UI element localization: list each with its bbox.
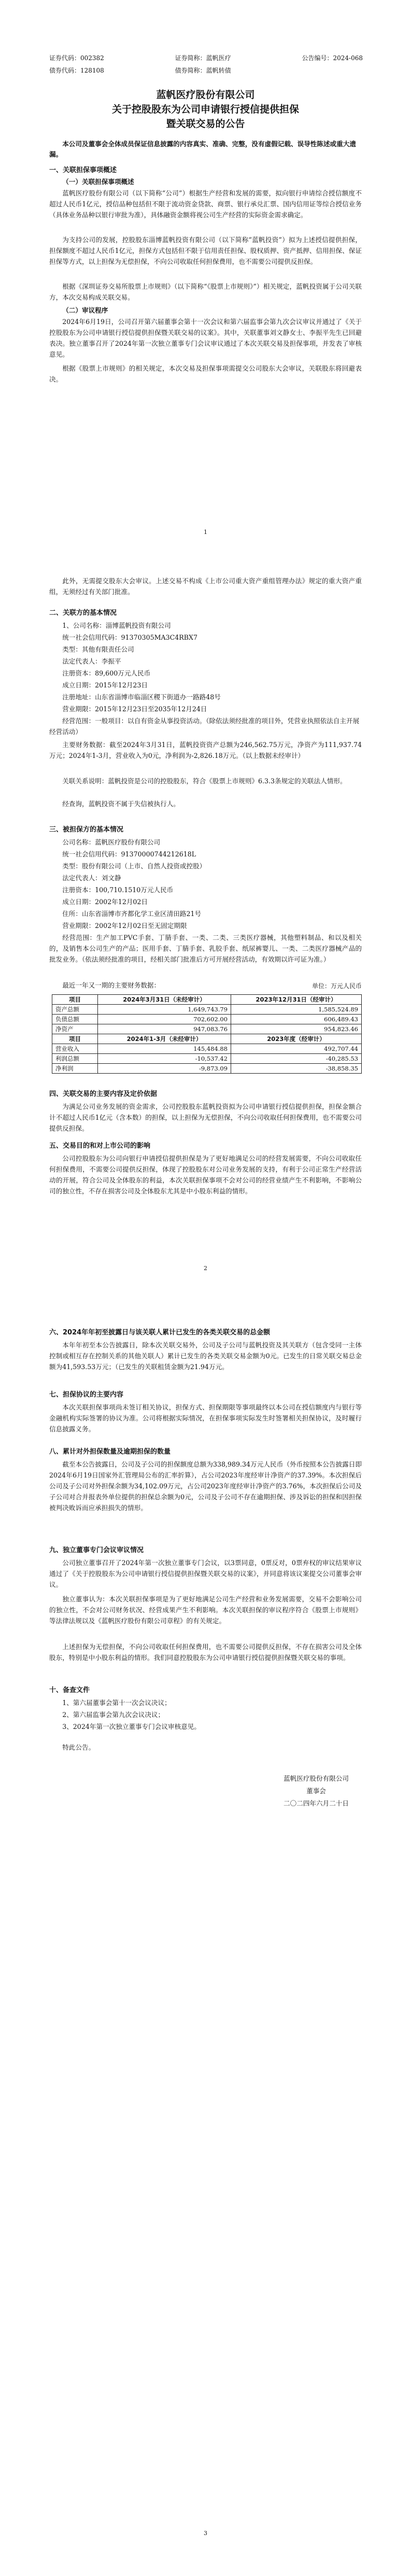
table-cell-label: 资产总额 bbox=[52, 1005, 98, 1015]
table-cell-value: -9,873.09 bbox=[97, 1064, 231, 1074]
table-header-row bbox=[52, 995, 362, 1005]
table-cell-value: -10,537.42 bbox=[97, 1054, 231, 1064]
table-row bbox=[52, 1015, 362, 1024]
related-party-financials: 主要财务数据：截至2024年3月31日，蓝帆投资资产总额为246,562.75万元，净资产为111,937.74万元；2024年1-3月，营业收入为0元，净利润为-2,826.18万元。（以上数据未经审计） bbox=[49, 741, 362, 759]
guaranteed-party-scope: 经营范围：生产加工PVC手套、丁腈手套、一类、二类、三类医疗器械，其他塑料制品、和以及相关的，及销售本公司生产的产品；医用手套、丁腈手套、乳胶手套、纸尿裤婴儿、一类、二类医疗器械产品的批发业务。（依法须经批准的项目，经相关部门批准后方可开展经营活动，有效期以许可证为准。） bbox=[49, 934, 362, 963]
page-number-3: 3 bbox=[204, 2530, 207, 2537]
guaranteed-party-legal-rep: 法定代表人：刘文静 bbox=[62, 874, 121, 882]
section-4-heading: 四、关联交易的主要内容及定价依据 bbox=[49, 1090, 158, 1098]
section-1-paragraph-1: 蓝帆医疗股份有限公司（以下简称“公司”）根据生产经营和发展的需要，拟向银行申请综合授信额度不超过人民币1亿元，授信品种包括但不限于流动资金贷款、商票、银行承兑汇票、国内信用证等综合授信业务（具体业务品种以银行审批为准），具体融资金额将视公司生产经营的实际资金需求确定。 bbox=[49, 189, 362, 219]
section-9-paragraph-1: 公司独立董事召开了2024年第一次独立董事专门会议，以3票同意，0票反对，0票弃权的审议结果审议通过了《关于控股股东为公司申请银行授信提供担保暨关联交易的议案》，并同意将该议案提交公司董事会审议。 bbox=[49, 1559, 362, 1588]
closing-statement: 特此公告。 bbox=[62, 1743, 95, 1751]
table-cell-value: 947,083.76 bbox=[97, 1024, 231, 1034]
related-party-term: 营业期限：2015年12月23日至2035年12月24日 bbox=[62, 705, 207, 713]
bond-name: 债券简称：蓝帆转债 bbox=[175, 67, 231, 74]
table-row bbox=[52, 1064, 362, 1074]
related-party-name: 1、公司名称：淄博蓝帆投资有限公司 bbox=[62, 622, 171, 629]
financial-data-table bbox=[52, 994, 362, 1074]
table-cell-value: 1,585,524.89 bbox=[231, 1005, 362, 1015]
section-7-heading: 七、担保协议的主要内容 bbox=[49, 1391, 124, 1399]
announcement-title-line2: 暨关联交易的公告 bbox=[166, 118, 245, 130]
table-cell-value: -40,285.53 bbox=[231, 1054, 362, 1064]
stock-code: 证券代码：002382 bbox=[49, 54, 104, 62]
announcement-number: 公告编号：2024-068 bbox=[302, 54, 363, 62]
signature-date: 二〇二四年六月二十日 bbox=[284, 1799, 349, 1807]
table-row bbox=[52, 1044, 362, 1054]
related-party-credit-check: 经查询，蓝帆投资不属于失信被执行人。 bbox=[62, 800, 180, 808]
table-cell-value: 1,649,743.79 bbox=[97, 1005, 231, 1015]
related-party-type: 类型：其他有限责任公司 bbox=[62, 645, 134, 653]
table-header-cell: 2023年12月31日（经审计） bbox=[231, 995, 362, 1005]
table-cell-label: 净利润 bbox=[52, 1064, 98, 1074]
section-1-paragraph-5b: 此外，无需提交股东大会审议。上述交易不构成《上市公司重大资产重组管理办法》规定的重大资产重组，无须经过有关部门批准。 bbox=[49, 577, 362, 596]
section-1-paragraph-2: 为支持公司的发展，控股股东淄博蓝帆投资有限公司（以下简称“蓝帆投资”）拟为上述授信提供担保，担保额度不超过人民币1亿元，担保方式包括但不限于信用责任担保、股权质押、资产抵押、信用担保、保证担保等方式，以上担保为无偿担保，不向公司收取任何担保费用，也不需要公司提供反担保。 bbox=[49, 236, 362, 265]
table-row bbox=[52, 1024, 362, 1034]
guaranteed-party-address: 住所：山东省淄博市齐都化学工业区清田路21号 bbox=[62, 910, 202, 918]
table-cell-value: 606,489.43 bbox=[231, 1015, 362, 1024]
related-party-address: 注册地址：山东省淄博市临淄区稷下街道办一路路48号 bbox=[62, 693, 221, 701]
financial-table-intro: 最近一年又一期的主要财务数据： bbox=[62, 981, 161, 989]
section-1-paragraph-3: 根据《深圳证券交易所股票上市规则》（以下简称“《股票上市规则》”）相关规定，蓝帆投资属于公司关联方，本次交易构成关联交易。 bbox=[49, 283, 362, 301]
table-cell-label: 净资产 bbox=[52, 1024, 98, 1034]
related-party-scope: 经营范围：一般项目：以自有资金从事投资活动。（除依法须经批准的项目外，凭营业执照依法自主开展经营活动） bbox=[49, 717, 360, 736]
section-8-heading: 八、累计对外担保数量及逾期担保的数量 bbox=[49, 1448, 171, 1456]
guaranteed-party-type: 类型：股份有限公司（上市、自然人投资或控股） bbox=[62, 862, 206, 870]
table-cell-label: 负债总额 bbox=[52, 1015, 98, 1024]
table-cell-value: 702,602.00 bbox=[97, 1015, 231, 1024]
reference-document-2: 2、第六届监事会第九次会议决议； bbox=[62, 1711, 165, 1719]
header-row-2 bbox=[49, 66, 363, 78]
table-header-cell: 项目 bbox=[52, 995, 98, 1005]
section-9-heading: 九、独立董事专门会议审议情况 bbox=[49, 1546, 144, 1554]
table-header-cell: 项目 bbox=[52, 1034, 98, 1044]
section-1-heading: 一、关联担保事项概述 bbox=[49, 166, 117, 174]
related-party-relation: 关联关系说明：蓝帆投资是公司的控股股东，符合《股票上市规则》6.3.3条规定的关联法人情形。 bbox=[62, 777, 347, 785]
header-row-1 bbox=[49, 53, 363, 66]
announcement-title-line1: 关于控股股东为公司申请银行授信提供担保 bbox=[111, 104, 299, 115]
related-party-founded: 成立日期：2015年12月23日 bbox=[62, 681, 148, 689]
table-header-cell: 2024年1-3月（未经审计） bbox=[97, 1034, 231, 1044]
section-1-sub-2: （二）审议程序 bbox=[62, 306, 108, 314]
stock-name: 证券简称：蓝帆医疗 bbox=[175, 54, 231, 62]
table-header-cell: 2023年度（经审计） bbox=[231, 1034, 362, 1044]
reference-document-3: 3、2024年第一次独立董事专门会议审核意见。 bbox=[62, 1723, 201, 1730]
guaranteed-party-founded: 成立日期：2002年12月02日 bbox=[62, 898, 148, 906]
table-header-row bbox=[52, 1034, 362, 1044]
section-5-heading: 五、交易目的和对上市公司的影响 bbox=[49, 1142, 151, 1150]
table-cell-label: 利润总额 bbox=[52, 1054, 98, 1064]
table-cell-value: 145,484.88 bbox=[97, 1044, 231, 1054]
section-10-heading: 十、备查文件 bbox=[49, 1686, 90, 1694]
section-1-paragraph-5: 根据《股票上市规则》的相关规定，本次交易及担保事项需提交公司股东大会审议，关联股东将回避表决。 bbox=[49, 364, 362, 383]
guaranteed-party-credit-code: 统一社会信用代码：91370000744212618L bbox=[62, 850, 196, 858]
section-6-heading: 六、2024年年初至披露日与该关联人累计已发生的各类关联交易的总金额 bbox=[49, 1329, 271, 1336]
section-4-paragraph: 为满足公司业务发展的资金需求，公司控股股东蓝帆投资拟为公司申请银行授信提供担保，担保金额合计不超过人民币1亿元（含本数）的担保，以上担保为无偿担保，不向公司收取任何担保费用，也不需要公司提供反担保。 bbox=[49, 1103, 362, 1132]
bond-code: 债券代码：128108 bbox=[49, 67, 104, 74]
related-party-capital: 注册资本：89,600万元人民币 bbox=[62, 669, 151, 677]
related-party-credit-code: 统一社会信用代码：91370305MA3C4RBX7 bbox=[62, 634, 197, 641]
section-6-paragraph: 本年年初至本公告披露日，除本次关联交易外，公司及子公司与蓝帆投资及其关联方（包含受同一主体控制或相互存在控制关系的其他关联人）累计已发生的各类关联交易金额为0元。已发生的日常关联交易总金额为41,593.53万元；（已发生的关联租赁金额为21.94万元。 bbox=[49, 1341, 362, 1371]
page-number-1: 1 bbox=[204, 529, 207, 536]
section-2-heading: 二、关联方的基本情况 bbox=[49, 609, 117, 617]
table-cell-value: 492,707.44 bbox=[231, 1044, 362, 1054]
guaranteed-party-name: 公司名称：蓝帆医疗股份有限公司 bbox=[62, 838, 161, 846]
guaranteed-party-capital: 注册资本：100,710.1510万元人民币 bbox=[62, 886, 174, 894]
company-title: 蓝帆医疗股份有限公司 bbox=[156, 89, 255, 101]
section-1-sub-1: （一）关联担保事项概述 bbox=[62, 178, 134, 186]
signature-board: 董事会 bbox=[306, 1787, 326, 1795]
section-8-paragraph: 截至本公告披露日，公司及子公司的担保额度总额为338,989.34万元人民币（外币按照本公告披露日即2024年6月19日国家外汇管理局公布的汇率折算），占公司2023年度经审计净资产的37.39%。本次担保后公司及子公司对外担保余额为34,102.09万元，占公司2023年度经审计净资产的3.76%，本次担保后公司及子公司对合并报表外单位提供的担保总余额为0元，公司及子公司不存在逾期担保、涉及诉讼的担保和因担保被判决败诉而应承担损失的情形。 bbox=[49, 1460, 362, 1512]
table-row bbox=[52, 1054, 362, 1064]
table-cell-label: 营业收入 bbox=[52, 1044, 98, 1054]
board-guarantee-notice: 本公司及董事会全体成员保证信息披露的内容真实、准确、完整，没有虚假记载、误导性陈述或重大遗漏。 bbox=[49, 140, 356, 158]
table-row bbox=[52, 1005, 362, 1015]
section-5-paragraph: 公司控股股东为公司向银行申请授信提供担保是为了更好地满足公司的经营发展需要，不向公司收取任何担保费用，不需要公司提供反担保，体现了控股股东对公司业务发展的支持，有利于公司正常生产经营活动的开展，符合公司及全体股东的利益，本次关联担保事项不会对公司的经营业绩产生不利影响，不影响公司的独立性，不存在损害公司及全体股东尤其是中小股东利益的情形。 bbox=[49, 1155, 362, 1195]
section-3-heading: 三、被担保方的基本情况 bbox=[49, 826, 124, 834]
financial-table-unit: 单位：万元人民币 bbox=[311, 982, 362, 990]
section-9-paragraph-3: 上述担保为无偿担保，不向公司收取任何担保费用，也不需要公司提供反担保，不存在损害公司及全体股东，特别是中小股东利益的情形。我们同意控股股东为公司申请银行授信提供担保暨关联交易的事项。 bbox=[49, 1643, 362, 1662]
guaranteed-party-term: 营业期限：2002年12月02日至无固定期限 bbox=[62, 922, 187, 930]
page-number-2: 2 bbox=[204, 1265, 207, 1272]
section-1-paragraph-4: 2024年6月19日，公司召开第六届董事会第十一次会议和第六届监事会第九次会议审议并通过了《关于控股股东为公司申请银行授信提供担保暨关联交易的议案》。其中，关联董事刘文静女士、李振平先生已回避表决。独立董事召开了2024年第一次独立董事专门会议审议通过了本次关联交易及担保事项，并发表了审核意见。 bbox=[49, 318, 362, 358]
table-header-cell: 2024年3月31日（未经审计） bbox=[97, 995, 231, 1005]
section-9-paragraph-2: 独立董事认为：本次关联担保事项是为了更好地满足公司生产经营和业务发展需要，交易不会影响公司的独立性，不会对公司财务状况、经营成果产生不利影响。本次关联担保的审议程序符合《股票上市规则》等法律法规以及《蓝帆医疗股份有限公司章程》的有关规定。 bbox=[49, 1595, 362, 1625]
signature-company: 蓝帆医疗股份有限公司 bbox=[284, 1775, 349, 1782]
reference-document-1: 1、第六届董事会第十一次会议决议； bbox=[62, 1699, 171, 1707]
table-cell-value: 954,823.46 bbox=[231, 1024, 362, 1034]
table-cell-value: -38,858.35 bbox=[231, 1064, 362, 1074]
section-7-paragraph: 本次关联担保事项尚未签订相关协议，担保方式、担保期限等事项最终以本公司在授信额度内与银行等金融机构实际签署的协议为准。公司将根据实际情况，在担保事项实际发生时签署相关担保协议，及时履行信息披露义务。 bbox=[49, 1403, 362, 1433]
related-party-legal-rep: 法定代表人：李振平 bbox=[62, 657, 121, 665]
